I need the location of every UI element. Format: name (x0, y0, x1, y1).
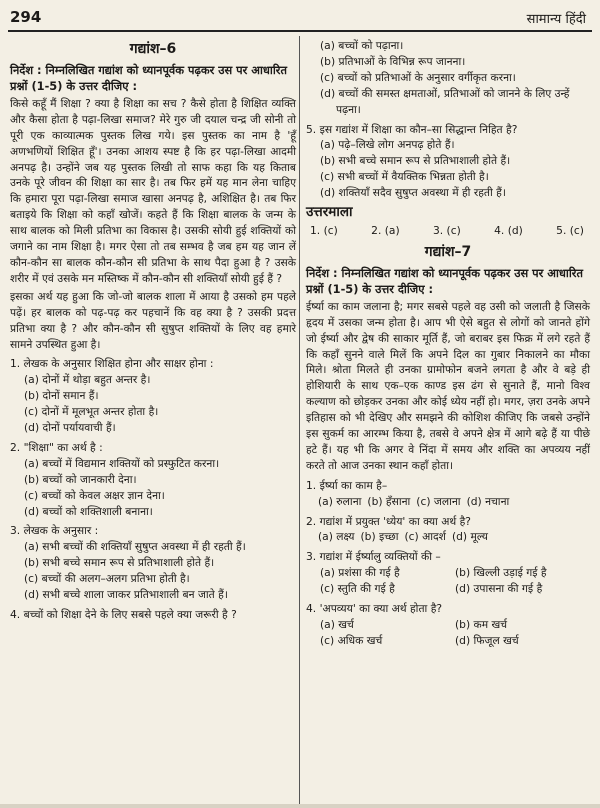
question-stem: 4. बच्चों को शिक्षा देने के लिए सबसे पहले क्या जरूरी है ? (10, 608, 237, 621)
section-title-7: गद्यांश–7 (424, 243, 472, 260)
option: (d) दोनों पर्यायवाची हैं। (24, 421, 116, 435)
answer-item: 5. (c) (556, 223, 584, 237)
question-4-options (306, 38, 590, 118)
option: (c) दोनों में मूलभूत अन्तर होता है। (24, 405, 159, 419)
question-item (306, 122, 590, 202)
page-edge (0, 804, 600, 808)
option-grid (306, 565, 590, 597)
question-stem: 3. लेखक के अनुसार : (10, 524, 99, 538)
question-item (306, 601, 590, 649)
option: (a) पढ़े–लिखे लोग अनपढ़ होते हैं। (320, 138, 455, 152)
option: (b) सभी बच्चे समान रूप से प्रतिभाशाली होते हैं। (320, 154, 511, 168)
option: (c) बच्चों को प्रतिभाओं के अनुसार वर्गीकृत करना। (320, 70, 516, 84)
option: (b) बच्चों को जानकारी देना। (24, 472, 137, 486)
question-item (10, 440, 296, 520)
option: (a) बच्चों को पढ़ाना। (320, 39, 404, 52)
page-number: 294 (10, 8, 42, 26)
option-grid (306, 617, 590, 649)
option: (d) मूल्य (451, 530, 488, 544)
question-stem: 2. गद्यांश में प्रयुक्त 'ध्येय' का क्या अर्थ है? (306, 514, 471, 528)
question-stem: 1. ईर्ष्या का काम है– (306, 478, 388, 492)
question-stem: 5. इस गद्यांश में शिक्षा का कौन–सा सिद्धान्त निहित है? (306, 122, 518, 136)
question-item (10, 523, 296, 603)
option: (d) सभी बच्चे शाला जाकर प्रतिभाशाली बन जाते हैं। (24, 588, 228, 602)
option: (a) रुलाना (318, 494, 362, 508)
answer-item: 3. (c) (432, 223, 461, 237)
question-stem: 4. 'अपव्यय' का क्या अर्थ होता है? (306, 602, 443, 616)
option: (a) खर्च (320, 618, 354, 631)
column-divider (299, 36, 300, 804)
right-column (306, 36, 590, 649)
option: (d) उपासना की गई है (455, 582, 543, 596)
passage-6-continued: इसका अर्थ यह हुआ कि जो-जो बालक शाला में आया है उसको हम पहले पढ़ें। हर बालक को पढ़-पढ़ कर पहचानें कि वह क्या है ? उसकी प्रदत्त प्रतिभा क्या है ? और कौन-कौन सी सुषुप्त शक्तियों के लिए वह हमारे सामने उपस्थित हुआ है। (10, 289, 296, 351)
question-stem: 3. गद्यांश में ईर्ष्यालु व्यक्तियों की – (306, 550, 441, 564)
question-item (10, 607, 296, 623)
instruction-7: निर्देश : निम्नलिखित गद्यांश को ध्यानपूर्वक पढ़कर उस पर आधारित प्रश्नों (1-5) के उत्तर दीजिए : (306, 265, 583, 296)
option: (c) बच्चों की अलग–अलग प्रतिभा होती है। (24, 572, 190, 586)
option: (d) फिजूल खर्च (455, 633, 519, 647)
answer-item: 1. (c) (310, 223, 338, 237)
answers-title: उत्तरमाला (306, 204, 353, 221)
option: (d) नचाना (466, 494, 510, 508)
option: (a) लक्ष्य (318, 530, 355, 544)
question-stem: 2. "शिक्षा" का अर्थ है : (10, 440, 103, 454)
option: (b) इच्छा (360, 530, 399, 544)
question-item (306, 478, 590, 510)
option: (c) जलाना (416, 494, 461, 508)
running-title: सामान्य हिंदी (526, 12, 586, 27)
option: (c) स्तुति की गई है (320, 582, 395, 596)
option: (d) बच्चों की समस्त क्षमताओं, प्रतिभाओं को जानने के लिए उन्हें पढ़ना। (320, 86, 570, 116)
question-stem: 1. लेखक के अनुसार शिक्षित होना और साक्षर होना : (10, 357, 214, 371)
passage-6: किसे कहूँ मैं शिक्षा ? क्या है शिक्षा का सच ? कैसे होता है शिक्षित व्यक्ति और कैसा होता है पढ़ा-लिखा समाज? मेरे गुरु जी दयाल चन्द्र जी सोनी तो पूरी एक काव्यात्मक पुस्तक लिख गये। इस पुस्तक का नाम है 'हूँ अणभणियों शिक्षित हूँ'। उनका आशय स्पष्ट है कि हर पढ़ा-लिखा आदमी अनपढ़ है। उन्होंने जब यह पुस्तक लिखी तो साफ कहा कि यह किताब उनके पूरे जीवन की शिक्षा का सार है। तब फिर हमें यह मान लेना चाहिए कि हमारा पूरा पढ़ा-लिखा समाज खासा अनपढ़ है, अशिक्षित है। तब फिर बताइये कि शिक्षा को कहाँ खोजें। कहते हैं कि शिक्षा बालक के जन्म के साथ बालक को मिली प्रतिभा का विकास है। उसकी सोयी हुई शक्तियों को जगाने का नाम शिक्षा है। मगर ऐसा तो तब सम्भव है जब हम यह जान लें कौन-कौन सा बालक कौन-कौन सी प्रतिभा के साथ पैदा हुआ है ? उसके शरीर में एवं उसके मन मस्तिष्क में कौन-कौन सी शक्तियाँ सोयी हुई हैं ? (10, 96, 296, 285)
option: (b) प्रतिभाओं के विभिन्न रूप जानना। (320, 54, 466, 68)
page-header (0, 0, 600, 36)
option: (a) प्रशंसा की गई है (320, 566, 400, 580)
answer-key (306, 223, 590, 239)
option: (d) बच्चों को शक्तिशाली बनाना। (24, 504, 153, 518)
option: (a) बच्चों में विद्यमान शक्तियों को प्रस्फुटित करना। (24, 456, 220, 470)
option: (d) शक्तियाँ सदैव सुषुप्त अवस्था में ही रहती हैं। (320, 186, 506, 200)
option: (a) दोनों में थोड़ा बहुत अन्तर है। (24, 373, 151, 387)
option: (b) दोनों समान हैं। (24, 389, 99, 403)
option: (c) अधिक खर्च (320, 633, 383, 647)
passage-7: ईर्ष्या का काम जलाना है; मगर सबसे पहले वह उसी को जलाती है जिसके हृदय में उसका जन्म होता है। आप भी ऐसे बहुत से लोगों को जानते होंगे जो ईर्ष्या और द्वेष की साकार मूर्ति हैं, जो बराबर इस फिक्र में लगे रहते हैं कि कहाँ सुनने वाले मिलें कि अपने दिल का गुबार निकालने का मौका मिले। श्रोता मिलते ही उनका ग्रामोफोन बजने लगता है और वे बड़े ही होशियारी के साथ एक–एक काण्ड इस ढंग से सुनाते हैं, मानो विश्व कल्याण को छोड़कर उनका और कोई ध्येय नहीं हो। मगर, ज़रा उनके अपने इतिहास को भी देखिए और समझने की कोशिश कीजिए कि जबसे उन्होंने इस सुकर्म का आरम्भ किया है, तबसे वे अपने क्षेत्र में आगे बढ़े हैं या पीछे हटे हैं। यह भी कि अगर वे निंदा में समय और शक्ति का अपव्यय नहीं करते तो आज उनका स्थान कहाँ होता। (306, 299, 590, 472)
instruction-6: निर्देश : निम्नलिखित गद्यांश को ध्यानपूर्वक पढ़कर उस पर आधारित प्रश्नों (1-5) के उत्तर दीजिए : (10, 62, 287, 93)
header-rule (8, 30, 592, 32)
answer-item: 4. (d) (494, 223, 523, 237)
option: (a) सभी बच्चों की शक्तियाँ सुषुप्त अवस्था में ही रहती हैं। (24, 540, 246, 554)
question-item (306, 514, 590, 546)
question-item (306, 549, 590, 597)
option: (b) सभी बच्चे समान रूप से प्रतिभाशाली होते हैं। (24, 556, 215, 570)
option: (c) सभी बच्चों में वैयक्तिक भिन्नता होती है। (320, 170, 489, 184)
option: (b) खिल्ली उड़ाई गई है (455, 566, 547, 580)
option: (c) आदर्श (404, 530, 446, 544)
left-column (10, 36, 296, 623)
option-row (306, 529, 590, 545)
option-row (306, 494, 590, 510)
answer-item: 2. (a) (371, 223, 400, 237)
section-title-6: गद्यांश–6 (129, 41, 177, 57)
option: (b) कम खर्च (455, 618, 508, 631)
question-item (10, 356, 296, 436)
option: (b) हँसाना (367, 494, 411, 508)
option: (c) बच्चों को केवल अक्षर ज्ञान देना। (24, 488, 165, 502)
